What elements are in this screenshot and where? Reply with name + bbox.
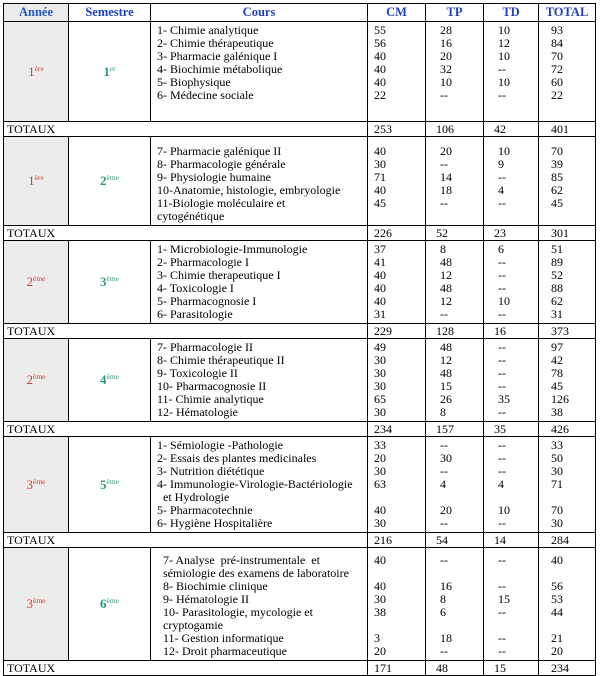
tp-value: 20 xyxy=(440,503,452,517)
semester-cell xyxy=(69,548,151,661)
course-name: 10-Anatomie, histologie, embryologie xyxy=(157,183,341,197)
year-cell xyxy=(4,241,69,324)
year-number: 3 xyxy=(26,476,33,492)
total-cell xyxy=(539,437,596,533)
course-name: 1- Microbiologie-Immunologie xyxy=(157,242,308,256)
courses-cell xyxy=(151,548,368,661)
header-annee: Année xyxy=(4,4,69,22)
total-value: 45 xyxy=(551,379,563,393)
cm-value: 40 xyxy=(374,75,386,89)
tp-value: -- xyxy=(440,307,448,321)
total-value: 88 xyxy=(551,281,563,295)
course-name: 6- Hygiène Hospitalière xyxy=(157,516,273,530)
year-number: 1 xyxy=(28,63,35,79)
course-name: 7- Analyse pré-instrumentale et sémiologie des examens de laboratoire xyxy=(163,553,349,580)
tp-value: -- xyxy=(440,88,448,102)
totaux-row xyxy=(4,324,596,339)
course-name: 6- Parasitologie xyxy=(157,307,233,321)
course-name: 2- Chimie thérapeutique xyxy=(157,36,274,50)
course-name: 7- Pharmacie galénique II xyxy=(157,144,282,158)
td-cell xyxy=(484,137,539,226)
total-value: 70 xyxy=(551,503,563,517)
tp-value: -- xyxy=(440,464,448,478)
td-cell xyxy=(484,22,539,122)
total-value: 72 xyxy=(551,62,563,76)
cm-value: 40 xyxy=(374,294,386,308)
totaux-td: 35 xyxy=(484,422,539,437)
cm-value: 40 xyxy=(374,144,386,158)
tp-value: 26 xyxy=(440,392,452,406)
tp-cell xyxy=(426,241,484,324)
cm-value: 30 xyxy=(374,464,386,478)
semester-cell xyxy=(69,22,151,122)
tp-value: 18 xyxy=(440,183,452,197)
cm-value: 40 xyxy=(374,268,386,282)
totaux-total: 301 xyxy=(539,226,596,241)
spacer xyxy=(551,210,591,223)
course-name: 2- Essais des plantes medicinales xyxy=(157,451,317,465)
totaux-tp: 54 xyxy=(426,533,484,548)
totaux-label: TOTAUX xyxy=(4,226,368,241)
course-name: 11- Gestion informatique xyxy=(163,631,284,645)
totaux-row xyxy=(4,661,596,676)
tp-value: 32 xyxy=(440,62,452,76)
total-value: 51 xyxy=(551,242,563,256)
totaux-cm: 253 xyxy=(368,122,426,137)
header-semestre: Semestre xyxy=(69,4,151,22)
tp-value: -- xyxy=(440,553,448,567)
totaux-row xyxy=(4,226,596,241)
td-value: -- xyxy=(498,366,506,380)
cm-value: 3 xyxy=(374,631,380,645)
year-suffix: ème xyxy=(33,596,46,605)
tp-value: 20 xyxy=(440,49,452,63)
cm-value: 40 xyxy=(374,49,386,63)
tp-value: -- xyxy=(440,644,448,658)
header-row xyxy=(4,4,596,22)
cm-value: 20 xyxy=(374,644,386,658)
totaux-label: TOTAUX xyxy=(4,533,368,548)
td-value: 12 xyxy=(498,36,510,50)
semester-cell xyxy=(69,241,151,324)
td-value: 4 xyxy=(498,183,504,197)
td-value: 10 xyxy=(498,75,510,89)
spacer xyxy=(374,210,421,223)
course-name: 10- Pharmacognosie II xyxy=(157,379,267,393)
tp-value: 30 xyxy=(440,451,452,465)
year-cell xyxy=(4,548,69,661)
total-value: 53 xyxy=(551,592,563,606)
tp-value: 48 xyxy=(440,281,452,295)
td-cell xyxy=(484,548,539,661)
totaux-td: 16 xyxy=(484,324,539,339)
spacer xyxy=(498,210,534,223)
total-value: 70 xyxy=(551,49,563,63)
td-value: 9 xyxy=(498,157,504,171)
td-value: -- xyxy=(498,62,506,76)
year-cell xyxy=(4,22,69,122)
totaux-cm: 229 xyxy=(368,324,426,339)
totaux-tp: 106 xyxy=(426,122,484,137)
totaux-td: 42 xyxy=(484,122,539,137)
cm-value: 30 xyxy=(374,592,386,606)
total-value: 78 xyxy=(551,366,563,380)
course-name: 5- Pharmacognosie I xyxy=(157,294,257,308)
td-value: 10 xyxy=(498,49,510,63)
tp-value: -- xyxy=(440,196,448,210)
semester-cell xyxy=(69,437,151,533)
cm-value: 30 xyxy=(374,405,386,419)
semester-row xyxy=(4,241,596,324)
cm-value: 55 xyxy=(374,23,386,37)
header-tp: TP xyxy=(426,4,484,22)
spacer xyxy=(374,619,421,632)
tp-value: 6 xyxy=(440,605,446,619)
td-value: -- xyxy=(498,451,506,465)
total-value: 126 xyxy=(551,392,569,406)
tp-value: 10 xyxy=(440,75,452,89)
course-name: 11- Chimie analytique xyxy=(157,392,264,406)
tp-value: 48 xyxy=(440,366,452,380)
totaux-total: 426 xyxy=(539,422,596,437)
semester-number: 1 xyxy=(103,63,110,79)
tp-value: 28 xyxy=(440,23,452,37)
total-value: 39 xyxy=(551,157,563,171)
totaux-label: TOTAUX xyxy=(4,661,368,676)
td-value: 4 xyxy=(498,477,504,491)
total-value: 45 xyxy=(551,196,563,210)
total-value: 70 xyxy=(551,144,563,158)
semester-row xyxy=(4,22,596,122)
semester-row xyxy=(4,339,596,422)
year-number: 2 xyxy=(26,372,33,387)
cm-cell xyxy=(368,22,426,122)
tp-cell xyxy=(426,137,484,226)
cm-value: 65 xyxy=(374,392,386,406)
semester-number: 3 xyxy=(100,274,107,289)
cm-cell xyxy=(368,339,426,422)
totaux-row xyxy=(4,122,596,137)
total-value: 85 xyxy=(551,170,563,184)
total-value: 84 xyxy=(551,36,563,50)
total-value: 56 xyxy=(551,579,563,593)
cm-value: 30 xyxy=(374,157,386,171)
tp-cell xyxy=(426,22,484,122)
totaux-row xyxy=(4,422,596,437)
totaux-row xyxy=(4,533,596,548)
total-value: 44 xyxy=(551,605,563,619)
td-cell xyxy=(484,241,539,324)
cm-value: 33 xyxy=(374,438,386,452)
td-value: -- xyxy=(498,405,506,419)
cm-value: 22 xyxy=(374,88,386,102)
header-total: TOTAL xyxy=(539,4,596,22)
td-value: -- xyxy=(498,307,506,321)
course-name: 3- Nutrition diététique xyxy=(157,464,265,478)
semester-number: 5 xyxy=(100,476,107,492)
totaux-cm: 234 xyxy=(368,422,426,437)
cm-value: 30 xyxy=(374,366,386,380)
td-cell xyxy=(484,437,539,533)
total-value: 42 xyxy=(551,353,563,367)
semester-suffix: ème xyxy=(106,596,119,605)
cm-value: 30 xyxy=(374,516,386,530)
tp-value: 18 xyxy=(440,631,452,645)
td-value: 10 xyxy=(498,503,510,517)
td-value: -- xyxy=(498,605,506,619)
course-name: 8- Biochimie clinique xyxy=(163,579,268,593)
spacer xyxy=(440,210,479,223)
tp-value: 8 xyxy=(440,242,446,256)
semester-cell xyxy=(69,339,151,422)
totaux-cm: 171 xyxy=(368,661,426,676)
tp-value: 12 xyxy=(440,268,452,282)
totaux-label: TOTAUX xyxy=(4,122,368,137)
header-td: TD xyxy=(484,4,539,22)
semester-suffix: ème xyxy=(106,173,119,182)
td-value: -- xyxy=(498,553,506,567)
total-value: 52 xyxy=(551,268,563,282)
total-cell xyxy=(539,241,596,324)
td-value: -- xyxy=(498,516,506,530)
tp-value: 15 xyxy=(440,379,452,393)
totaux-tp: 157 xyxy=(426,422,484,437)
header-cours: Cours xyxy=(151,4,368,22)
cm-value: 37 xyxy=(374,242,386,256)
curriculum-table xyxy=(3,3,596,676)
course-name: 3- Chimie therapeutique I xyxy=(157,268,281,282)
semester-row xyxy=(4,437,596,533)
cm-cell xyxy=(368,437,426,533)
year-cell xyxy=(4,137,69,226)
year-number: 2 xyxy=(26,274,33,289)
td-value: 10 xyxy=(498,294,510,308)
td-value: -- xyxy=(498,88,506,102)
total-value: 20 xyxy=(551,644,563,658)
courses-cell xyxy=(151,339,368,422)
semester-number: 6 xyxy=(100,596,107,611)
year-suffix: ème xyxy=(33,372,46,381)
course-name: 3- Pharmacie galénique I xyxy=(157,49,278,63)
totaux-tp: 128 xyxy=(426,324,484,339)
cm-value: 40 xyxy=(374,503,386,517)
td-value: -- xyxy=(498,464,506,478)
year-suffix: ème xyxy=(33,274,46,283)
semester-row xyxy=(4,137,596,226)
course-name: 9- Physiologie humaine xyxy=(157,170,271,184)
course-name: 11-Biologie moléculaire et cytogénétique xyxy=(157,196,286,223)
td-value: -- xyxy=(498,631,506,645)
total-value: 30 xyxy=(551,516,563,530)
tp-value: 8 xyxy=(440,592,446,606)
courses-cell xyxy=(151,137,368,226)
td-value: -- xyxy=(498,196,506,210)
td-value: -- xyxy=(498,353,506,367)
semester-suffix: er xyxy=(109,63,116,73)
total-value: 60 xyxy=(551,75,563,89)
course-name: 12- Droit pharmaceutique xyxy=(163,644,287,658)
cm-value: 45 xyxy=(374,196,386,210)
tp-value: -- xyxy=(440,438,448,452)
year-cell xyxy=(4,437,69,533)
course-name: 6- Médecine sociale xyxy=(157,88,254,102)
cm-value: 40 xyxy=(374,183,386,197)
tp-value: 16 xyxy=(440,579,452,593)
total-cell xyxy=(539,339,596,422)
td-value: 10 xyxy=(498,23,510,37)
course-name: 4- Immunologie-Virologie-Bactériologie et Hydrologie xyxy=(157,477,353,504)
tp-value: 8 xyxy=(440,405,446,419)
cm-cell xyxy=(368,548,426,661)
course-name: 5- Biophysique xyxy=(157,75,231,89)
semester-number: 2 xyxy=(100,173,107,188)
tp-value: -- xyxy=(440,157,448,171)
cm-value: 56 xyxy=(374,36,386,50)
tp-cell xyxy=(426,437,484,533)
totaux-tp: 52 xyxy=(426,226,484,241)
year-cell xyxy=(4,339,69,422)
total-value: 93 xyxy=(551,23,563,37)
semester-suffix: ème xyxy=(106,372,119,381)
total-value: 30 xyxy=(551,464,563,478)
td-value: -- xyxy=(498,281,506,295)
year-number: 3 xyxy=(26,596,33,611)
total-cell xyxy=(539,548,596,661)
cm-value: 20 xyxy=(374,451,386,465)
td-value: -- xyxy=(498,379,506,393)
total-cell xyxy=(539,22,596,122)
totaux-cm: 216 xyxy=(368,533,426,548)
year-suffix: ère xyxy=(34,63,44,73)
course-name: 9- Toxicologie II xyxy=(157,366,238,380)
course-name: 8- Pharmacologie générale xyxy=(157,157,286,171)
totaux-cm: 226 xyxy=(368,226,426,241)
totaux-td: 15 xyxy=(484,661,539,676)
tp-value: -- xyxy=(440,516,448,530)
year-suffix: ère xyxy=(34,173,44,182)
year-number: 1 xyxy=(28,173,35,188)
total-value: 31 xyxy=(551,307,563,321)
semester-suffix: ème xyxy=(106,274,119,283)
course-name: 8- Chimie thérapeutique II xyxy=(157,353,285,367)
totaux-td: 14 xyxy=(484,533,539,548)
semester-row xyxy=(4,548,596,661)
cm-value: 40 xyxy=(374,62,386,76)
cm-value: 41 xyxy=(374,255,386,269)
tp-cell xyxy=(426,548,484,661)
cm-value: 31 xyxy=(374,307,386,321)
course-name: 12- Hématologie xyxy=(157,405,238,419)
total-value: 21 xyxy=(551,631,563,645)
header-cm: CM xyxy=(368,4,426,22)
totaux-total: 234 xyxy=(539,661,596,676)
td-value: -- xyxy=(498,438,506,452)
tp-value: 12 xyxy=(440,294,452,308)
td-value: 15 xyxy=(498,592,510,606)
cm-value: 38 xyxy=(374,605,386,619)
course-name: 4- Biochimie métabolique xyxy=(157,62,283,76)
total-value: 33 xyxy=(551,438,563,452)
total-value: 71 xyxy=(551,477,563,491)
course-name: 10- Parasitologie, mycologie et cryptogamie xyxy=(163,605,313,632)
td-value: 10 xyxy=(498,144,510,158)
tp-value: 16 xyxy=(440,36,452,50)
totaux-total: 401 xyxy=(539,122,596,137)
courses-cell xyxy=(151,22,368,122)
total-value: 89 xyxy=(551,255,563,269)
tp-value: 20 xyxy=(440,144,452,158)
course-name: 9- Hématologie II xyxy=(163,592,249,606)
cm-value: 40 xyxy=(374,281,386,295)
cm-value: 40 xyxy=(374,579,386,593)
td-value: -- xyxy=(498,268,506,282)
semester-cell xyxy=(69,137,151,226)
td-value: 35 xyxy=(498,392,510,406)
totaux-td: 23 xyxy=(484,226,539,241)
totaux-tp: 48 xyxy=(426,661,484,676)
cm-cell xyxy=(368,137,426,226)
course-name: 5- Pharmacotechnie xyxy=(157,503,253,517)
total-value: 50 xyxy=(551,451,563,465)
tp-value: 48 xyxy=(440,255,452,269)
totaux-total: 284 xyxy=(539,533,596,548)
course-name: 1- Chimie analytique xyxy=(157,23,259,37)
total-value: 97 xyxy=(551,340,563,354)
td-value: -- xyxy=(498,340,506,354)
course-name: 4- Toxicologie I xyxy=(157,281,234,295)
tp-value: 14 xyxy=(440,170,452,184)
totaux-label: TOTAUX xyxy=(4,324,368,339)
course-name: 1- Sémiologie -Pathologie xyxy=(157,438,283,452)
cm-value: 49 xyxy=(374,340,386,354)
cm-value: 40 xyxy=(374,553,386,567)
total-cell xyxy=(539,137,596,226)
totaux-label: TOTAUX xyxy=(4,422,368,437)
semester-number: 4 xyxy=(100,372,107,387)
td-value: -- xyxy=(498,644,506,658)
cm-value: 30 xyxy=(374,353,386,367)
tp-value: 4 xyxy=(440,477,446,491)
total-value: 62 xyxy=(551,294,563,308)
td-value: 6 xyxy=(498,242,504,256)
total-value: 38 xyxy=(551,405,563,419)
td-cell xyxy=(484,339,539,422)
total-value: 62 xyxy=(551,183,563,197)
tp-cell xyxy=(426,339,484,422)
course-name: 2- Pharmacologie I xyxy=(157,255,249,269)
td-value: -- xyxy=(498,579,506,593)
td-value: -- xyxy=(498,170,506,184)
total-value: 22 xyxy=(551,88,563,102)
tp-value: 48 xyxy=(440,340,452,354)
tp-value: 12 xyxy=(440,353,452,367)
courses-cell xyxy=(151,241,368,324)
semester-suffix: ème xyxy=(106,476,119,486)
total-value: 40 xyxy=(551,553,563,567)
course-name: 7- Pharmacologie II xyxy=(157,340,253,354)
cm-value: 63 xyxy=(374,477,386,491)
totaux-total: 373 xyxy=(539,324,596,339)
year-suffix: ème xyxy=(33,476,46,486)
cm-value: 30 xyxy=(374,379,386,393)
td-value: -- xyxy=(498,255,506,269)
courses-cell xyxy=(151,437,368,533)
cm-cell xyxy=(368,241,426,324)
cm-value: 71 xyxy=(374,170,386,184)
